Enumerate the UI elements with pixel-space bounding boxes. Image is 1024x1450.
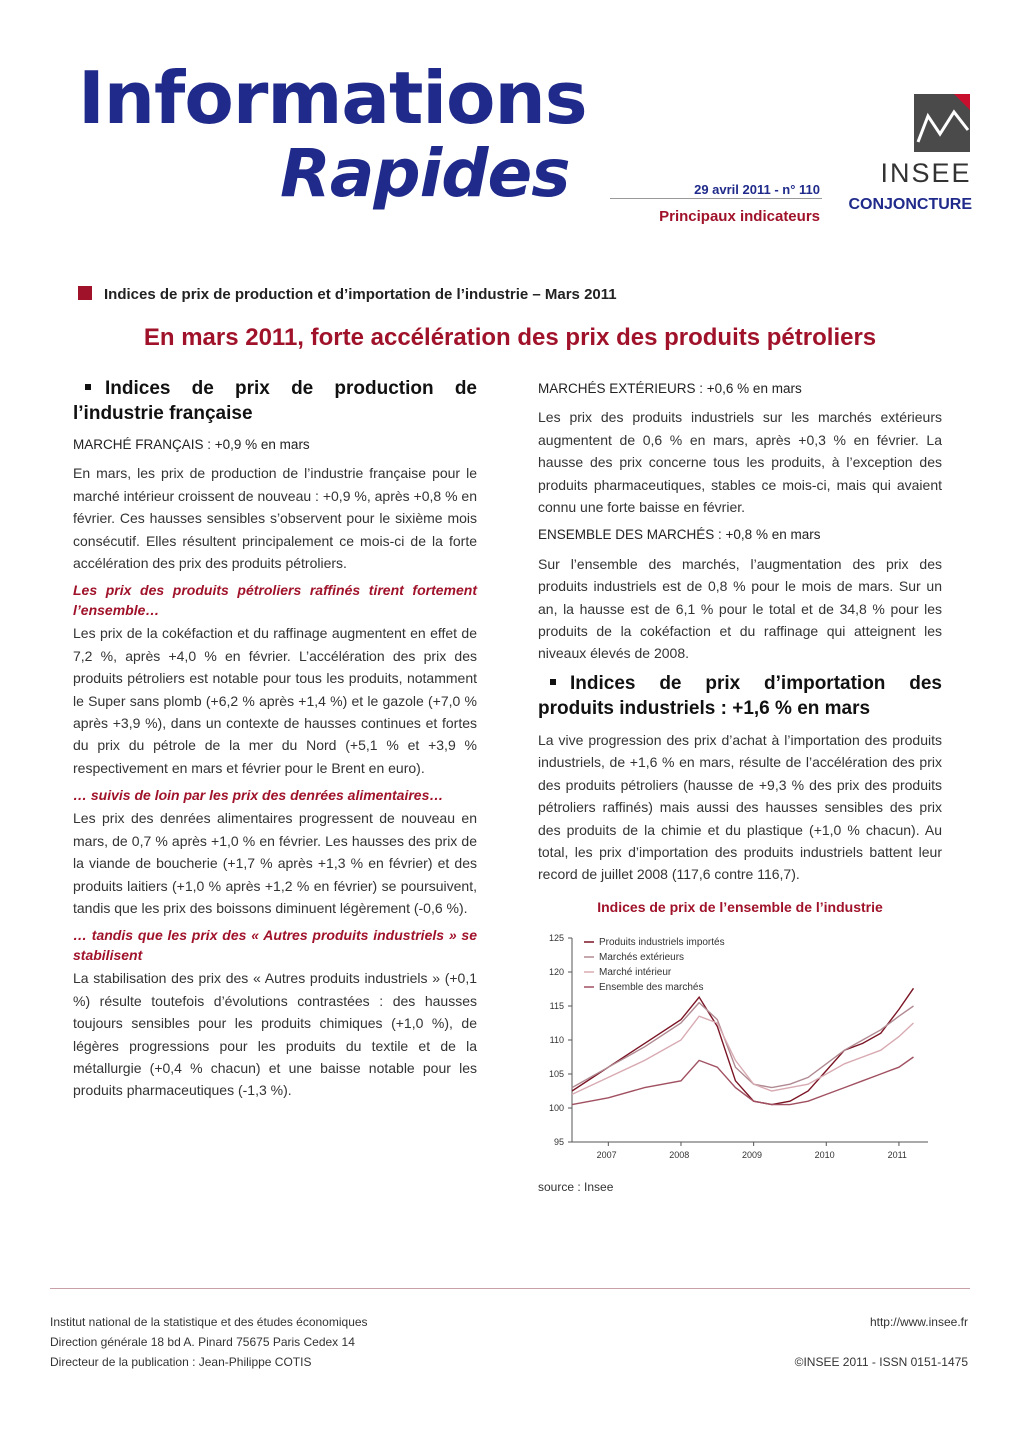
footer-rule	[50, 1288, 970, 1289]
issue-date: 29 avril 2011 - n° 110	[694, 182, 820, 197]
y-tick-label: 95	[553, 1137, 564, 1148]
x-tick-label: 2007	[596, 1150, 617, 1161]
chart-source: source : Insee	[538, 1180, 614, 1195]
price-index-chart	[538, 924, 942, 1174]
legend-label: Produits industriels importés	[599, 937, 725, 949]
subhead-other-products: … tandis que les prix des « Autres produits industriels » se stabilisent	[73, 927, 477, 964]
series-line	[572, 1003, 913, 1088]
market-label-foreign: MARCHÉS EXTÉRIEURS : +0,6 % en mars	[538, 381, 802, 396]
y-tick-label: 125	[548, 933, 564, 944]
headline: En mars 2011, forte accélération des prix des produits pétroliers	[143, 324, 877, 351]
right-column	[538, 374, 942, 1199]
footer-institute: Institut national de la statistique et des études économiques	[50, 1315, 368, 1329]
masthead-title: Informations	[78, 56, 587, 140]
masthead-rule	[610, 198, 822, 199]
publication-kind: Principaux indicateurs	[659, 208, 820, 225]
paragraph: La stabilisation des prix des « Autres produits industriels » (+0,1 %) résulte toutefois d’évolutions contrastées : des hausses toujours sensibles pour les produits chimiques (+1,0 %), de légères progressions pour les produits du textile et de la métallurgie (+0,4 % chacun) et une baisse notable pour les produits pharmaceutiques (-1,3 %).	[73, 970, 477, 1099]
paragraph: Les prix des denrées alimentaires progressent de nouveau en mars, de 0,7 % après +1,0 % en février. Les hausses des prix de la viande de boucherie (+1,7 % après +1,3 % en février) et des produits laitiers (+1,0 % après +1,2 % en février) se poursuivent, tandis que les prix des boissons diminuent légèrement (-0,6 %).	[73, 810, 477, 916]
insee-wordmark: INSEE	[880, 158, 972, 188]
footer-copyright: ©INSEE 2011 - ISSN 0151-1475	[794, 1355, 968, 1369]
y-tick-label: 100	[548, 1103, 564, 1114]
paragraph: La vive progression des prix d’achat à l’importation des produits industriels, de +1,6 % en mars, résulte de l’accélération des prix des produits pétroliers (hausse de +9,3 % des prix des produits pétroliers raffinés) mais aussi des hausses sensibles des prix des produits de la chimie et du plastique (+1,0 % chacun). Au total, les prix d’importation des produits industriels battent leur record de juillet 2008 (117,6 contre 116,7).	[538, 731, 942, 883]
section-title-production: Indices de prix de production de l’industrie française	[73, 378, 477, 424]
series-line	[572, 1016, 913, 1094]
kicker-text: Indices de prix de production et d’importation de l’industrie – Mars 2011	[104, 286, 617, 303]
x-tick-label: 2011	[887, 1150, 907, 1161]
bullet-icon	[85, 384, 91, 390]
chart-title: Indices de prix de l’ensemble de l’industrie	[597, 898, 883, 915]
section-title-import: Indices de prix d’importation des produits industriels : +1,6 % en mars	[538, 672, 942, 719]
y-tick-label: 120	[548, 967, 564, 978]
legend-label: Ensemble des marchés	[599, 982, 704, 994]
series-line	[572, 988, 913, 1104]
subhead-food: … suivis de loin par les prix des denrées alimentaires…	[73, 787, 444, 804]
y-tick-label: 105	[548, 1069, 564, 1080]
footer-right	[795, 1312, 968, 1372]
footer-director: Directeur de la publication : Jean-Philippe COTIS	[50, 1355, 312, 1369]
square-bullet-icon	[78, 286, 92, 300]
subhead-petroleum: Les prix des produits pétroliers raffinés tirent fortement l’ensemble…	[73, 582, 477, 619]
series-line	[572, 1057, 913, 1105]
x-tick-label: 2008	[669, 1150, 690, 1161]
kicker	[78, 286, 617, 303]
chart-svg	[538, 924, 942, 1174]
y-tick-label: 110	[549, 1035, 564, 1046]
left-column	[73, 374, 477, 1108]
legend-label: Marchés extérieurs	[599, 952, 685, 964]
paragraph: Les prix de la cokéfaction et du raffinage augmentent en effet de 7,2 %, après +4,0 % en février. L’accélération des prix des produits pétroliers est notable pour tous les produits, notamment le Super sans plomb (+6,2 % après +1,4 %) et le gazole (+7,0 % après +3,9 %), dans un contexte de hausses continues et fortes du prix du pétrole de la mer du Nord (+5,1 % et +3,9 % respectivement en mars et février pour le Brent en euro).	[73, 625, 477, 776]
market-label-france: MARCHÉ FRANÇAIS : +0,9 % en mars	[73, 437, 310, 452]
paragraph: Les prix des produits industriels sur les marchés extérieurs augmentent de 0,6 % en mars, après +0,3 % en février. La hausse des prix concerne tous les produits, à l’exception des produits pharmaceutiques, stables ce mois-ci, mais qui avaient connu une forte baisse en février.	[538, 409, 942, 516]
y-tick-label: 115	[549, 1001, 564, 1012]
legend-label: Marché intérieur	[599, 967, 672, 979]
footer-address: Direction générale 18 bd A. Pinard 75675 Paris Cedex 14	[50, 1335, 355, 1349]
bullet-icon	[550, 679, 556, 685]
footer-left	[50, 1312, 368, 1372]
x-tick-label: 2010	[814, 1150, 835, 1161]
footer-url[interactable]: http://www.insee.fr	[869, 1315, 968, 1329]
paragraph: Sur l’ensemble des marchés, l’augmentation des prix des produits industriels est de 0,8 % pour le mois de mars. Sur un an, la hausse est de 6,1 % pour le total et de 34,8 % pour les produits de la cokéfaction et du raffinage qui atteignent les niveaux élevés de 2008.	[538, 555, 942, 662]
paragraph: En mars, les prix de production de l’industrie française pour le marché intérieur croissent de nouveau : +0,9 %, après +0,8 % en février. Ces hausses sensibles s’observent pour le sixième mois consécutif. Elles résultent principalement ce mois-ci de la forte accélération des prix des produits pétroliers.	[73, 465, 477, 572]
market-label-all: ENSEMBLE DES MARCHÉS : +0,8 % en mars	[538, 527, 821, 543]
masthead-subtitle: Rapides	[280, 135, 570, 212]
series-label: CONJONCTURE	[848, 196, 972, 213]
x-tick-label: 2009	[741, 1150, 762, 1161]
insee-logo	[914, 94, 970, 152]
